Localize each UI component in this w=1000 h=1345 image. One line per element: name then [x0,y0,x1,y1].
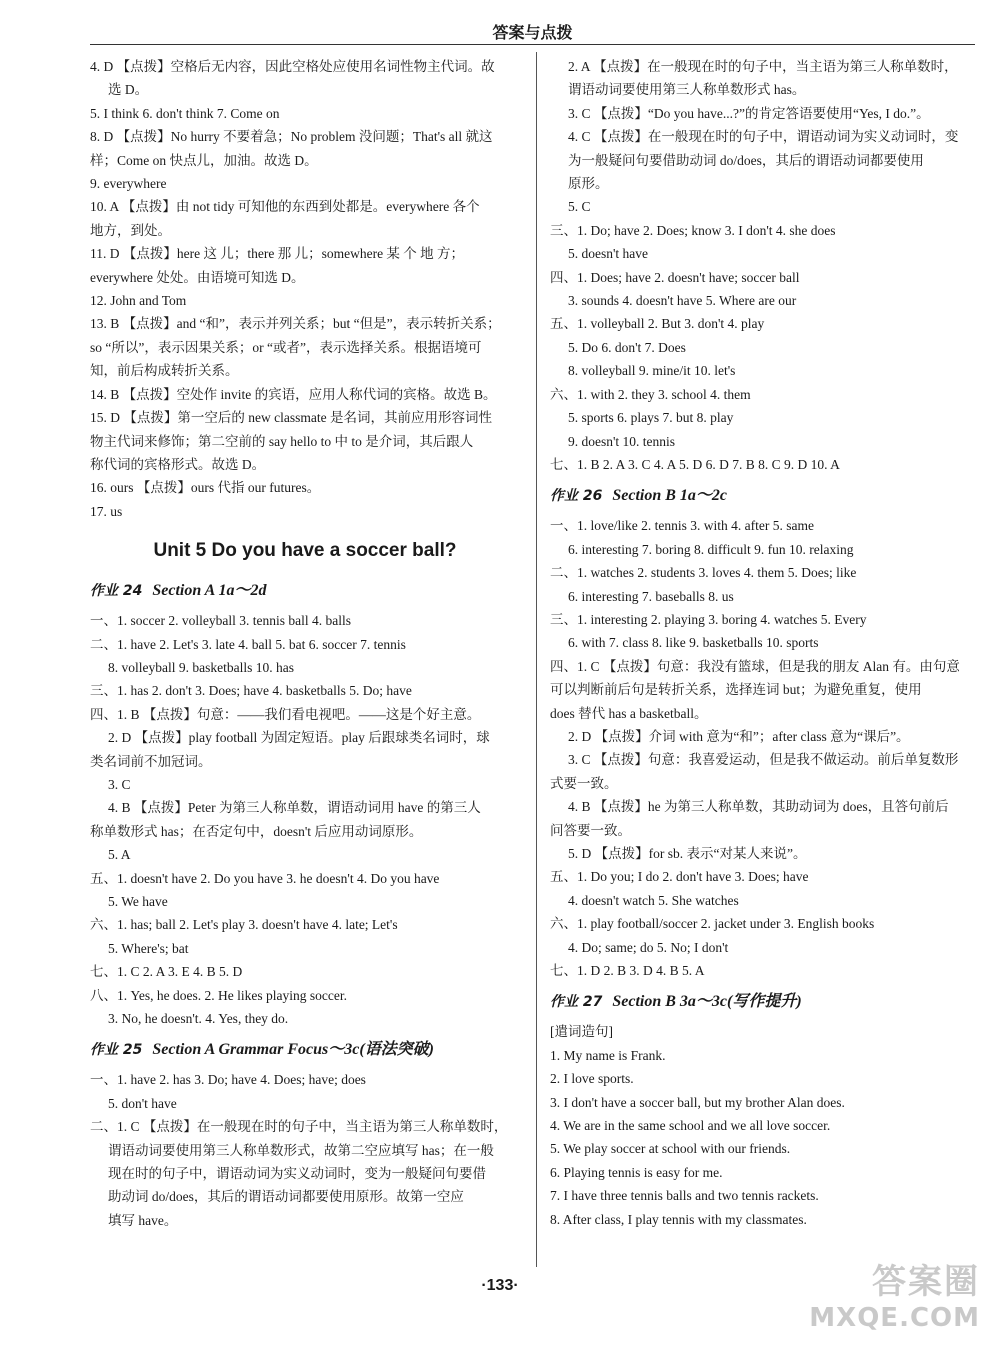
watermark-url: MXQE.COM [809,1303,980,1333]
answer-line: 13. B 【点拨】and “和”，表示并列关系；but “但是”，表示转折关系； [90,316,501,332]
answer-line: 4. D 【点拨】空格后无内容，因此空格处应使用名词性物主代词。故 [90,59,495,74]
section-title: Section B 1a～2c [612,487,728,505]
answer-line: 助动词 do/does，其后的谓语动词都要使用原形。故第一空应 [108,1189,464,1205]
answer-line: 5. C [568,199,591,215]
answer-line: 七、1. D 2. B 3. D 4. B 5. A [550,963,705,979]
section-heading [90,577,520,605]
answer-line: [遣词造句] [550,1024,613,1040]
answer-line: 二、1. have 2. Let's 3. late 4. ball 5. bat 6. soccer 7. tennis [90,636,406,652]
answer-line: 16. ours 【点拨】ours 代指 our futures。 [90,480,321,496]
answer-line: 称单数形式 has；在否定句中，doesn't 后应用动词原形。 [90,823,423,839]
answer-line: 填写 have。 [108,1212,178,1228]
column-divider [536,52,537,1267]
answer-line: 8. D 【点拨】No hurry 不要着急；No problem 没问题；That's all 就这 [90,129,493,145]
answer-line: 10. A 【点拨】由 not tidy 可知他的东西到处都是。everywhere 各个 [90,199,480,215]
answer-line: 5. A [108,847,131,863]
answer-line: 三、1. Do; have 2. Does; know 3. I don't 4. she does [550,222,836,238]
answer-line: 知，前后构成转折关系。 [90,363,239,379]
answer-line: 六、1. has; ball 2. Let's play 3. doesn't have 4. late; Let's [90,917,398,933]
answer-line: 一、1. soccer 2. volleyball 3. tennis ball 4. balls [90,613,351,629]
answer-line: 四、1. B 【点拨】句意：——我们看电视吧。——这是个好主意。 [90,706,481,722]
answer-line: 六、1. play football/soccer 2. jacket under 3. English books [550,916,875,932]
answer-line: 6. interesting 7. baseballs 8. us [568,588,734,604]
answer-line: 七、1. B 2. A 3. C 4. A 5. D 6. D 7. B 8. C 9. D 10. A [550,456,840,472]
answer-line: 3. No, he doesn't. 4. Yes, they do. [108,1011,289,1027]
answer-line: so “所以”，表示因果关系；or “或者”，表示选择关系。根据语境可 [90,339,482,355]
answer-line: 七、1. C 2. A 3. E 4. B 5. D [90,964,243,980]
answer-line: 6. Playing tennis is easy for me. [550,1164,723,1180]
section-heading [550,988,980,1016]
answer-line: 2. A 【点拨】在一般现在时的句子中，当主语为第三人称单数时， [568,59,958,74]
answer-line: 类名词前不加冠词。 [90,753,212,769]
answer-line: 3. sounds 4. doesn't have 5. Where are our [568,293,797,309]
answer-line: 4. We are in the same school and we all love soccer. [550,1118,831,1134]
right-column [550,55,980,1231]
homework-number: 作业 25 [90,1042,143,1059]
left-column [90,55,520,1232]
answer-line: 1. My name is Frank. [550,1047,666,1063]
answer-line: 样；Come on 快点儿，加油。故选 D。 [90,152,318,168]
answer-line: 八、1. Yes, he does. 2. He likes playing soccer. [90,987,347,1003]
answer-line: 8. volleyball 9. basketballs 10. has [108,659,294,675]
answer-line: 4. Do; same; do 5. No; I don't [568,939,729,955]
answer-line: 9. everywhere [90,176,167,192]
watermark [809,1254,980,1333]
answer-line: 谓语动词要使用第三人称单数形式，故第二空应填写 has；在一般 [108,1142,494,1158]
answer-line: 14. B 【点拨】空处作 invite 的宾语，应用人称代词的宾格。故选 B。 [90,386,497,402]
answer-line: 五、1. doesn't have 2. Do you have 3. he doesn't 4. Do you have [90,870,440,886]
answer-line: 可以判断前后句是转折关系，选择连词 but；为避免重复，使用 [550,682,922,698]
answer-line: 5. I think 6. don't think 7. Come on [90,105,280,121]
answer-line: 2. D 【点拨】介词 with 意为“和”；after class 意为“课后”。 [568,728,910,744]
answer-line: 11. D 【点拨】here 这 儿；there 那 儿；somewhere 某 个 地 方； [90,246,465,262]
answer-line: 谓语动词要使用第三人称单数形式 has。 [568,82,806,98]
answer-line: 4. doesn't watch 5. She watches [568,892,739,908]
answer-line: 二、1. watches 2. students 3. loves 4. them 5. Does; like [550,565,857,581]
answer-line: 式要一致。 [550,775,618,791]
answer-line: 3. I don't have a soccer ball, but my brother Alan does. [550,1094,845,1110]
answer-line: 5. Do 6. don't 7. Does [568,339,686,355]
answer-line: 选 D。 [108,82,149,98]
header-title: 答案与点拨 [492,23,573,42]
answer-line: 原形。 [568,176,609,192]
section-title: Section A 1a～2d [152,582,267,600]
homework-number: 作业 26 [550,488,603,505]
watermark-logo-text: 答案圈 [872,1262,980,1302]
answer-line: everywhere 处处。由语境可知选 D。 [90,269,305,285]
answer-line: 3. C 【点拨】句意：我喜爱运动，但是我不做运动。前后单复数形 [568,752,959,768]
section-heading [90,1036,520,1064]
answer-line: 五、1. volleyball 2. But 3. don't 4. play [550,316,765,332]
answer-line: does 替代 has a basketball。 [550,705,708,721]
answer-line: 3. C 【点拨】“Do you have...?”的肯定答语要使用“Yes, I do.”。 [568,105,930,121]
answer-line: 15. D 【点拨】第一空后的 new classmate 是名词，其前应用形容词性 [90,410,492,426]
answer-line: 一、1. have 2. has 3. Do; have 4. Does; have; does [90,1072,366,1088]
section-heading [550,482,980,510]
answer-line: 12. John and Tom [90,293,187,309]
answer-line: 2. I love sports. [550,1071,634,1087]
answer-line: 物主代词来修饰；第二空前的 say hello to 中 to 是介词，其后跟人 [90,433,474,449]
homework-number: 作业 24 [90,583,143,600]
answer-line: 7. I have three tennis balls and two tennis rackets. [550,1188,819,1204]
answer-line: 5. We play soccer at school with our friends. [550,1141,791,1157]
answer-line: 5. don't have [108,1095,177,1111]
answer-line: 6. with 7. class 8. like 9. basketballs 10. sports [568,635,819,651]
section-title: Section A Grammar Focus～3c(语法突破) [152,1041,435,1059]
answer-line: 五、1. Do you; I do 2. don't have 3. Does; have [550,869,809,885]
answer-line: 三、1. interesting 2. playing 3. boring 4. watches 5. Every [550,611,867,627]
answer-line: 5. doesn't have [568,246,649,262]
answer-line: 地方，到处。 [90,222,171,238]
answer-line: 4. C 【点拨】在一般现在时的句子中，谓语动词为实义动词时，变 [568,129,959,145]
answer-line: 17. us [90,503,123,519]
page-header [90,20,975,45]
answer-line: 二、1. C 【点拨】在一般现在时的句子中，当主语为第三人称单数时， [90,1119,508,1135]
answer-line: 六、1. with 2. they 3. school 4. them [550,386,751,402]
unit-title: Unit 5 Do you have a soccer ball? [153,540,457,562]
answer-line: 9. doesn't 10. tennis [568,433,676,449]
answer-line: 4. B 【点拨】Peter 为第三人称单数，谓语动词用 have 的第三人 [108,800,481,816]
page-number: ·133· [481,1277,519,1294]
answer-line: 问答要一致。 [550,822,631,838]
answer-line: 为一般疑问句要借助动词 do/does，其后的谓语动词都要使用 [568,152,924,168]
answer-line: 四、1. Does; have 2. doesn't have; soccer ball [550,269,800,285]
section-title: Section B 3a～3c(写作提升) [612,993,802,1011]
answer-line: 5. sports 6. plays 7. but 8. play [568,410,734,426]
answer-line: 称代词的宾格形式。故选 D。 [90,456,266,472]
answer-line: 三、1. has 2. don't 3. Does; have 4. basketballs 5. Do; have [90,683,412,699]
answer-line: 5. Where's; bat [108,940,189,956]
answer-line: 现在时的句子中，谓语动词为实义动词时，变为一般疑问句要借 [108,1166,486,1182]
answer-line: 四、1. C 【点拨】句意：我没有篮球，但是我的朋友 Alan 有。由句意 [550,658,960,674]
homework-number: 作业 27 [550,994,603,1011]
answer-line: 一、1. love/like 2. tennis 3. with 4. after 5. same [550,518,814,534]
answer-line: 8. After class, I play tennis with my classmates. [550,1211,807,1227]
answer-line: 2. D 【点拨】play football 为固定短语。play 后跟球类名词时，球 [108,730,490,746]
answer-line: 4. B 【点拨】he 为第三人称单数，其助动词为 does，且答句前后 [568,799,949,815]
answer-line: 5. D 【点拨】for sb. 表示“对某人来说”。 [568,846,807,861]
answer-line: 3. C [108,776,131,792]
answer-line: 5. We have [108,894,168,909]
answer-line: 8. volleyball 9. mine/it 10. let's [568,363,736,379]
answer-line: 6. interesting 7. boring 8. difficult 9. fun 10. relaxing [568,541,854,557]
